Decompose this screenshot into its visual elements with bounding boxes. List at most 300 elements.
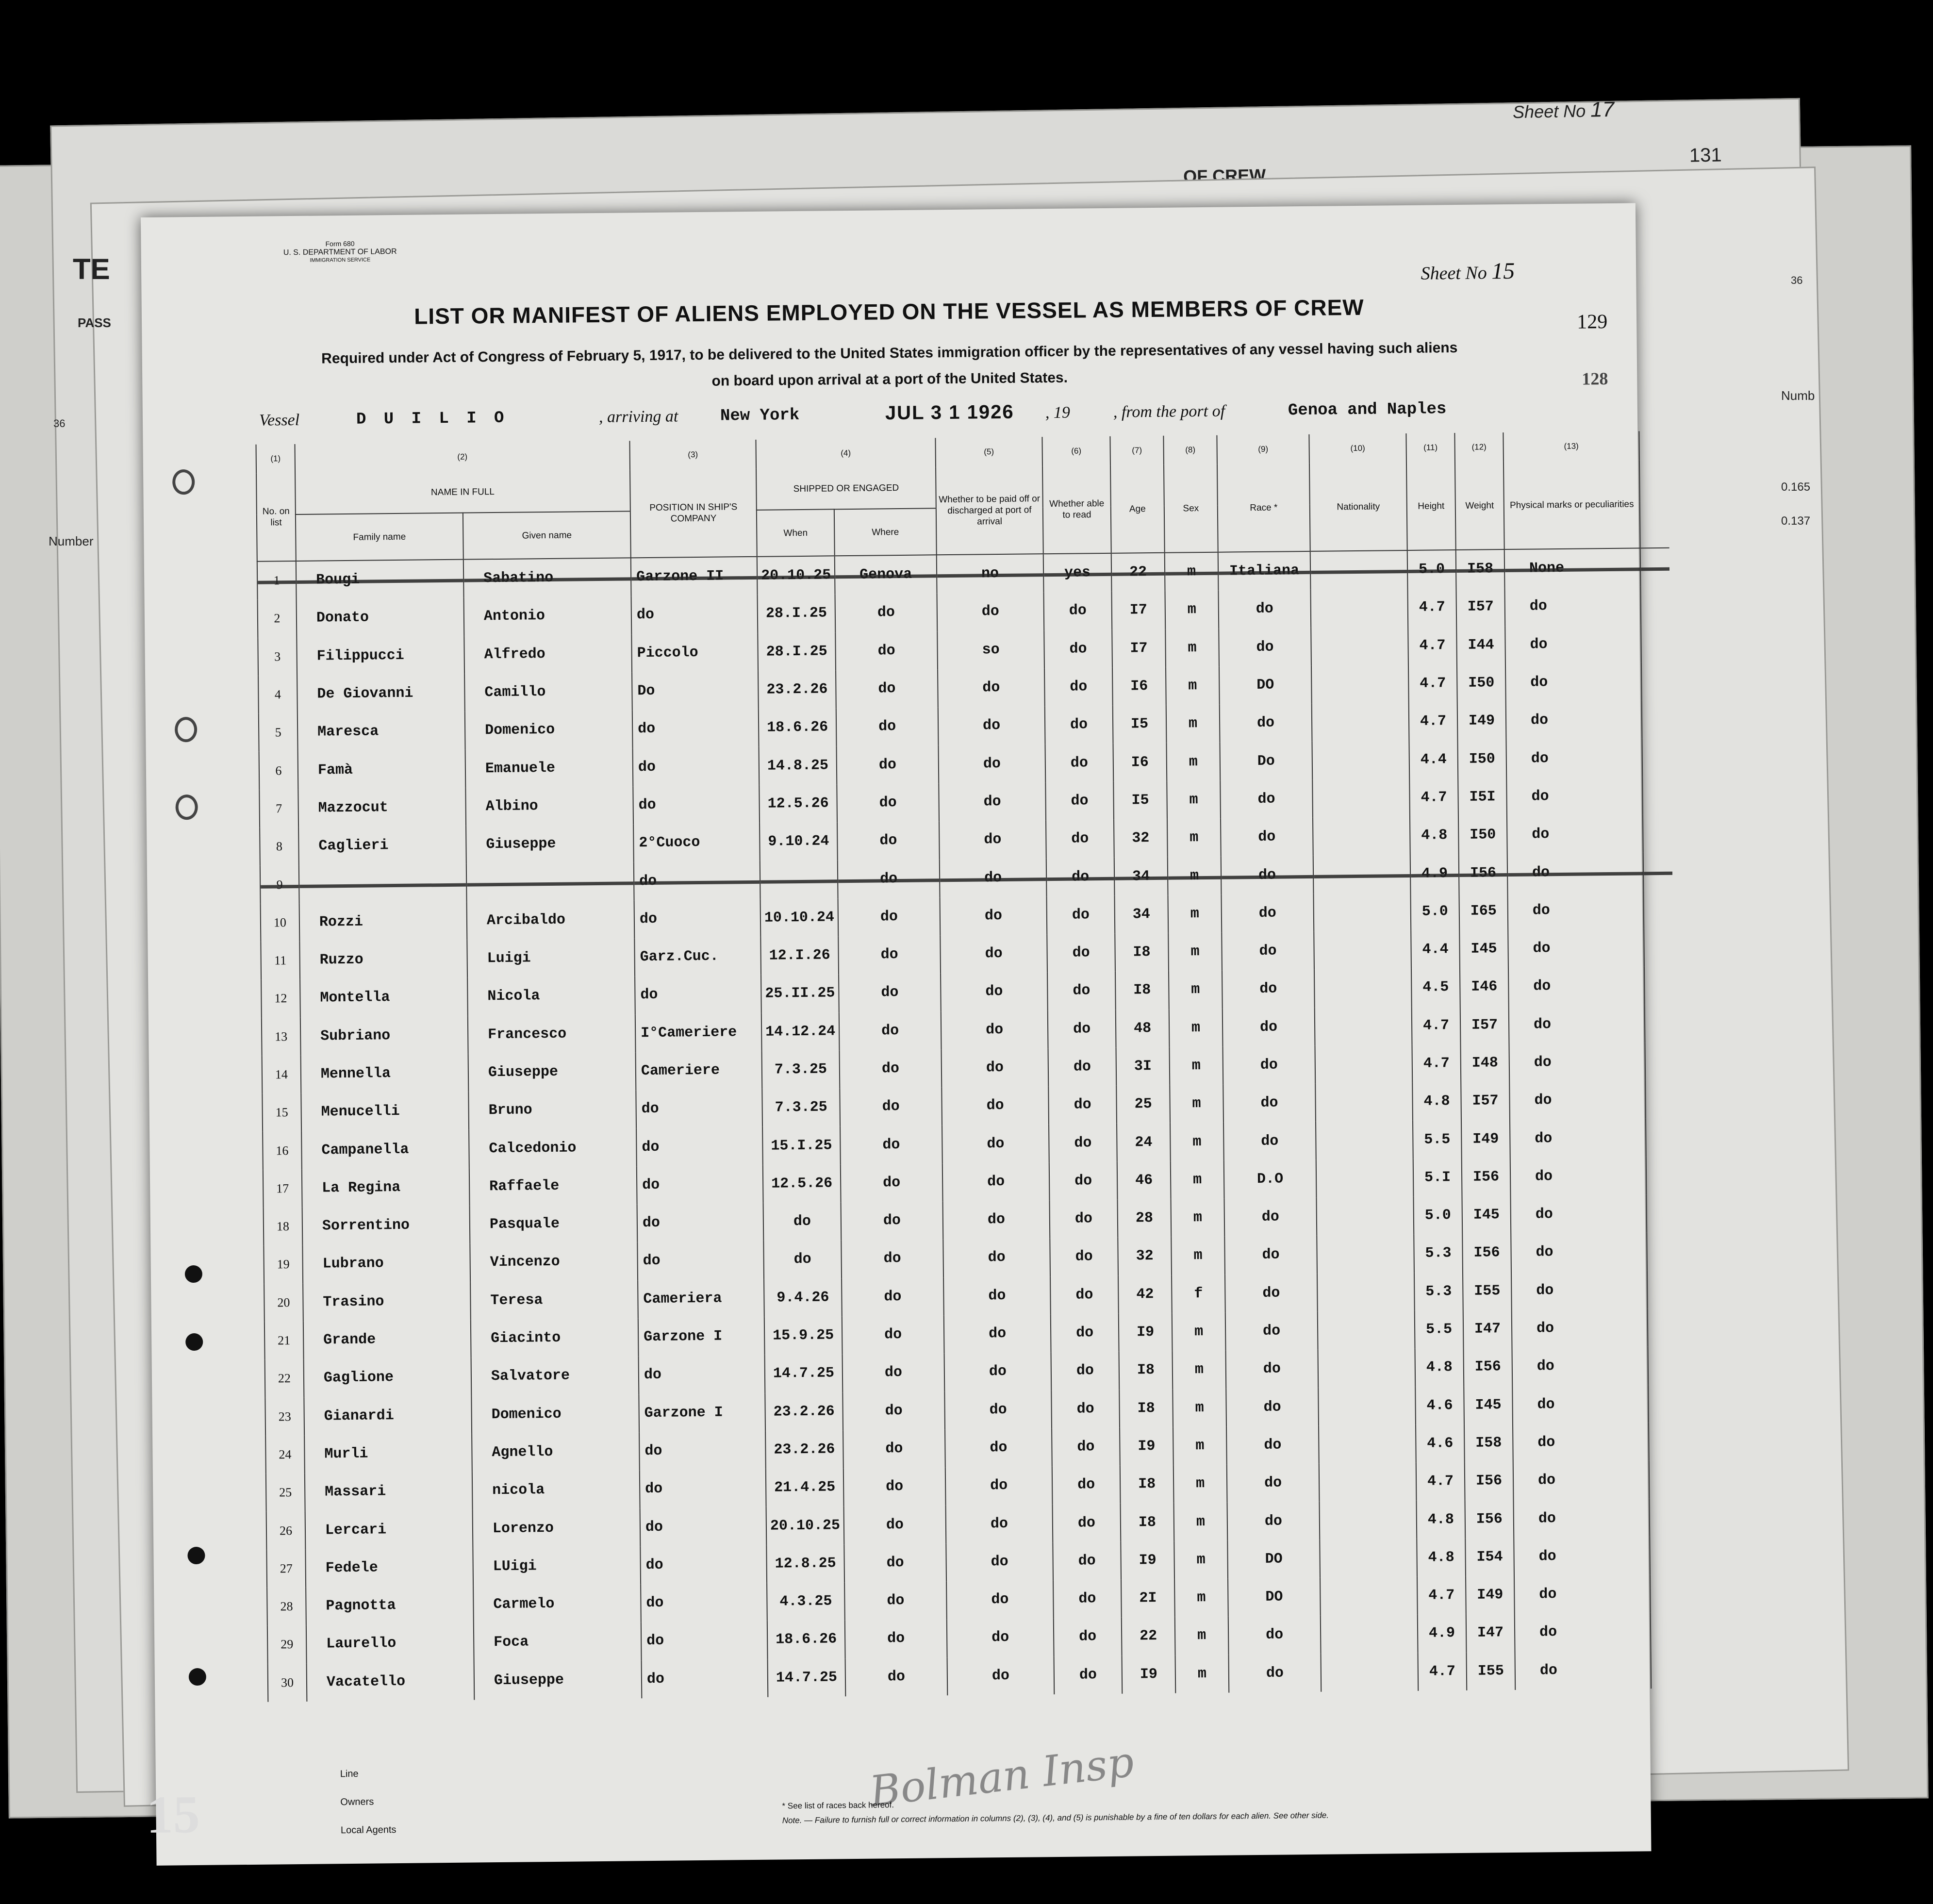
able-to-read-cell: do [1048, 1010, 1116, 1048]
age-cell: 42 [1118, 1275, 1172, 1313]
strike-line [1222, 875, 1313, 879]
given-name-cell: Raffaele [469, 1166, 637, 1206]
spare-cell [1642, 700, 1671, 739]
form-header [267, 239, 413, 265]
when-header: When [757, 509, 835, 557]
weight-cell: I49 [1457, 702, 1506, 740]
spare-cell [1640, 586, 1670, 625]
spare-cell [1650, 1536, 1679, 1574]
position-header: POSITION IN SHIP'S COMPANY [630, 469, 757, 558]
able-to-read-header: Whether able to read [1042, 465, 1111, 554]
line-number-cell: 20 [264, 1284, 303, 1322]
age-header: Age [1110, 465, 1165, 553]
spare-cell [1646, 1156, 1676, 1194]
paid-off-cell [937, 554, 1044, 593]
col-num-2: (2) [295, 441, 630, 473]
paid-off-cell: do [947, 1618, 1054, 1657]
inspector-signature: Bolman Insp [867, 1738, 1137, 1816]
height-cell [1407, 550, 1456, 589]
age-cell: 48 [1116, 1009, 1170, 1047]
position-cell: do [633, 747, 760, 786]
physical-marks-cell: do [1515, 1651, 1652, 1690]
shipped-when-cell: 12.5.26 [763, 1164, 841, 1203]
age-cell: I8 [1121, 1503, 1174, 1541]
spare-cell [1648, 1308, 1677, 1347]
shipped-when-cell: 14.7.25 [768, 1658, 846, 1697]
physical-marks-cell: do [1510, 1157, 1647, 1196]
shipped-when-cell: 14.12.24 [761, 1012, 840, 1051]
height-cell: 4.7 [1416, 1462, 1465, 1501]
strike-line [634, 880, 760, 884]
shipped-when-cell: 28.I.25 [758, 595, 836, 633]
shipped-when-cell: 23.2.26 [765, 1430, 843, 1469]
strike-line [1219, 571, 1310, 575]
shipped-when-cell [757, 556, 835, 595]
shipped-where-cell: do [842, 1277, 944, 1316]
spare-cell [1644, 928, 1673, 967]
height-cell: 5.0 [1413, 1196, 1462, 1235]
back-partial-title: OF CREW [1183, 165, 1266, 186]
punch-ring-3 [175, 795, 198, 820]
age-cell: I9 [1119, 1313, 1173, 1352]
sex-cell: m [1166, 667, 1220, 705]
given-name-cell: Francesco [468, 1014, 636, 1054]
sex-cell: m [1170, 1047, 1223, 1085]
spare-cell [1643, 890, 1673, 928]
race-cell: do [1227, 1464, 1320, 1503]
no-on-list-header: No. on list [256, 473, 296, 562]
line-number-cell: 29 [267, 1625, 307, 1664]
family-name-cell [296, 560, 464, 600]
position-cell: do [631, 595, 758, 634]
weight-cell: I50 [1457, 740, 1506, 778]
shipped-when-cell: 28.I.25 [758, 632, 836, 671]
height-cell: 4.7 [1417, 1576, 1466, 1615]
sex-cell [1165, 552, 1219, 591]
family-name-cell: Lercari [305, 1510, 473, 1550]
strike-line [940, 877, 1046, 882]
paid-off-cell: do [944, 1314, 1051, 1353]
nationality-cell [1320, 1539, 1417, 1578]
race-cell: do [1227, 1502, 1320, 1540]
line-label: Line [340, 1768, 359, 1780]
position-cell: do [641, 1583, 767, 1623]
col-num-8: (8) [1163, 435, 1217, 465]
shipped-where-cell: do [841, 1201, 943, 1240]
nationality-cell [1313, 855, 1411, 894]
shipped-when-cell: 21.4.25 [766, 1468, 844, 1507]
shipped-where-cell [838, 860, 940, 898]
line-number-cell: 7 [259, 790, 298, 828]
race-cell [1221, 856, 1314, 894]
physical-marks-cell: do [1511, 1271, 1648, 1310]
age-cell: 28 [1118, 1199, 1172, 1238]
family-name-cell: Filippucci [297, 636, 464, 676]
weight-cell [1459, 854, 1508, 892]
line-number-cell [260, 865, 299, 904]
nationality-cell [1313, 817, 1410, 856]
strike-line [760, 879, 837, 884]
paid-off-cell [940, 859, 1047, 897]
physical-marks-cell: do [1509, 1043, 1645, 1082]
left-fragment-4: Number [49, 534, 94, 548]
position-cell: I°Cameriere [635, 1013, 762, 1052]
penalty-note: Note. — Failure to furnish full or correct information in columns (2), (3), (4), and (5) is punishable by a fine of ten dollars for each alien. See other side. [782, 1810, 1329, 1825]
shipped-when-cell: 9.10.24 [760, 822, 838, 861]
sex-cell: m [1165, 591, 1219, 629]
paid-off-cell: do [941, 1010, 1048, 1049]
sex-cell: m [1165, 629, 1219, 667]
weight-cell: I58 [1464, 1424, 1513, 1462]
position-cell: do [642, 1659, 768, 1698]
race-cell: D.O [1224, 1160, 1317, 1199]
line-number-cell: 27 [266, 1550, 306, 1588]
col-num-4: (4) [756, 438, 936, 469]
from-port: Genoa and Naples [1288, 400, 1447, 420]
given-name-cell: nicola [472, 1470, 640, 1510]
back-page-number: 131 [1689, 144, 1722, 166]
race-cell: do [1218, 590, 1311, 629]
strike-line [467, 881, 633, 886]
line-number-cell: 26 [266, 1511, 306, 1550]
position-cell: Do [632, 671, 759, 711]
family-name-cell: Vacatello [307, 1662, 475, 1702]
sheet-number: Sheet No 15 [1421, 258, 1515, 284]
owners-label: Owners [340, 1796, 374, 1808]
strike-line [299, 883, 466, 888]
given-name-cell: LUigi [473, 1546, 641, 1586]
weight-cell: I45 [1462, 1196, 1511, 1234]
shipped-when-cell: 18.6.26 [767, 1621, 845, 1659]
paid-off-cell: do [939, 745, 1046, 783]
manifest-rows [257, 548, 1680, 1702]
sex-cell: f [1172, 1275, 1225, 1313]
able-to-read-cell: do [1051, 1314, 1119, 1353]
nationality-cell [1318, 1349, 1416, 1388]
height-cell: 4.9 [1418, 1614, 1467, 1653]
strike-line [631, 576, 757, 580]
given-name-cell: Pasquale [470, 1204, 638, 1244]
age-cell: I5 [1113, 781, 1167, 820]
height-cell: 4.8 [1412, 1082, 1461, 1121]
able-to-read-cell: do [1050, 1238, 1118, 1276]
shipped-where-cell: do [842, 1315, 944, 1354]
spare-cell [1648, 1346, 1677, 1385]
physical-marks-cell: do [1506, 739, 1642, 778]
strike-line [835, 574, 936, 579]
shipped-when-cell: 12.8.25 [766, 1544, 844, 1583]
col-num-1: (1) [256, 444, 296, 474]
shipped-where-cell: do [845, 1620, 947, 1658]
nationality-cell [1315, 1007, 1412, 1045]
arriving-label: , arriving at [598, 407, 678, 426]
family-name-cell [299, 864, 467, 904]
nationality-cell [1312, 741, 1409, 779]
nationality-cell [1311, 627, 1408, 666]
able-to-read-cell: do [1050, 1200, 1118, 1239]
paid-off-cell: so [937, 630, 1044, 669]
spare-cell [1650, 1574, 1680, 1613]
shipped-where-cell: do [837, 783, 939, 822]
height-cell: 4.4 [1411, 930, 1460, 969]
sex-cell [1168, 857, 1222, 895]
shipped-where-cell: do [843, 1429, 945, 1468]
height-cell: 5.5 [1413, 1120, 1462, 1159]
sex-cell: m [1174, 1503, 1228, 1541]
age-cell: I8 [1115, 933, 1169, 972]
weight-cell: I44 [1456, 626, 1505, 664]
weight-cell: I50 [1457, 664, 1506, 702]
paid-off-cell: do [942, 1048, 1049, 1087]
sex-cell: m [1168, 933, 1222, 971]
physical-marks-cell [1507, 853, 1644, 892]
strike-line [1115, 876, 1167, 880]
family-name-cell: La Regina [302, 1168, 470, 1208]
strike-line [1641, 567, 1669, 571]
strike-line [937, 573, 1043, 578]
strike-line [758, 575, 834, 579]
arriving-port: New York [720, 406, 800, 426]
race-cell [1218, 551, 1311, 591]
race-cell: do [1226, 1350, 1319, 1389]
weight-header: Weight [1455, 462, 1504, 550]
able-to-read-cell: do [1050, 1275, 1119, 1314]
weight-cell: I57 [1461, 1082, 1510, 1120]
race-header: Race * [1217, 464, 1310, 552]
race-cell: do [1223, 1084, 1316, 1123]
col-num-10: (10) [1309, 433, 1406, 464]
shipped-where-cell: do [841, 1163, 943, 1202]
able-to-read-cell: do [1052, 1428, 1120, 1467]
physical-marks-cell: do [1509, 1005, 1645, 1044]
shipped-where-cell: do [839, 1011, 942, 1050]
shipped-where-cell: do [844, 1506, 946, 1544]
strike-line [1112, 572, 1164, 576]
shipped-where-cell: do [843, 1467, 946, 1506]
position-cell: do [634, 899, 761, 938]
line-number-cell: 19 [264, 1245, 303, 1284]
height-cell: 4.7 [1409, 702, 1458, 741]
sex-cell: m [1170, 1123, 1224, 1161]
able-to-read-cell: do [1045, 782, 1114, 821]
strike-line [1314, 874, 1410, 878]
sex-cell: m [1170, 1085, 1223, 1123]
left-fragment-3: 36 [53, 417, 66, 430]
given-name-cell: Carmelo [473, 1584, 641, 1624]
spare-cell [1644, 966, 1674, 1005]
line-number-cell: 25 [266, 1474, 305, 1512]
family-name-cell: Sorrentino [302, 1206, 470, 1246]
strike-line [1168, 876, 1221, 879]
race-cell: do [1223, 1122, 1316, 1160]
family-name-cell: Mennella [301, 1054, 469, 1093]
age-cell: I8 [1119, 1351, 1173, 1390]
family-name-cell: Trasino [303, 1282, 471, 1322]
given-name-cell: Domenico [471, 1394, 639, 1434]
given-name-cell [463, 558, 631, 598]
paid-off-cell: do [943, 1276, 1051, 1315]
spare-cell [1649, 1460, 1679, 1499]
shipped-where-cell: do [835, 631, 938, 670]
form-mark: Form 680 [325, 239, 355, 248]
race-cell: do [1223, 1008, 1315, 1046]
given-name-cell: Teresa [470, 1280, 638, 1320]
spare-cell [1642, 777, 1672, 815]
sex-cell: m [1168, 894, 1222, 933]
race-cell: do [1220, 780, 1313, 819]
nationality-cell [1318, 1387, 1416, 1425]
family-name-cell: Pagnotta [306, 1586, 474, 1626]
able-to-read-cell [1043, 553, 1112, 593]
marks-header: Physical marks or peculiarities [1503, 460, 1640, 549]
punch-ring-2 [175, 717, 197, 742]
position-cell: do [640, 1545, 767, 1584]
nationality-cell [1321, 1653, 1419, 1691]
shipped-where-cell: do [840, 1126, 942, 1164]
position-cell: do [636, 1089, 762, 1128]
line-number-cell [257, 561, 297, 600]
sex-cell: m [1175, 1655, 1229, 1693]
shipped-header: SHIPPED OR ENGAGED [756, 467, 936, 510]
given-name-cell: Camillo [464, 672, 632, 712]
shipped-when-cell: 7.3.25 [762, 1088, 840, 1127]
family-name-header: Family name [296, 513, 463, 561]
race-cell: DO [1228, 1578, 1321, 1617]
paid-off-cell: do [938, 668, 1045, 707]
position-cell: do [640, 1507, 767, 1546]
right-fragment-1: 36 [1791, 274, 1803, 286]
able-to-read-cell: do [1048, 1086, 1117, 1125]
strike-line [1508, 872, 1643, 877]
paid-off-cell: do [946, 1542, 1053, 1581]
able-to-read-cell: do [1044, 668, 1113, 707]
race-cell: do [1221, 894, 1314, 933]
line-number-cell: 23 [265, 1397, 304, 1436]
weight-cell: I56 [1463, 1348, 1512, 1386]
nationality-cell [1312, 779, 1410, 818]
sex-cell: m [1167, 780, 1221, 819]
able-to-read-cell: do [1049, 1162, 1118, 1201]
spare-cell [1643, 814, 1672, 853]
paid-off-cell: do [945, 1428, 1052, 1467]
given-name-cell: Foca [474, 1623, 642, 1662]
family-name-cell: Gaglione [304, 1358, 472, 1398]
given-name-cell: Giuseppe [468, 1052, 636, 1092]
race-cell: Do [1220, 742, 1312, 780]
position-cell: do [637, 1241, 764, 1280]
able-to-read-cell: do [1054, 1656, 1123, 1694]
line-number-cell: 16 [263, 1131, 302, 1170]
family-name-cell: Menucelli [301, 1092, 469, 1132]
sex-cell: m [1169, 1009, 1223, 1047]
col-num-11: (11) [1406, 433, 1455, 463]
nationality-cell [1311, 665, 1409, 704]
able-to-read-cell: do [1047, 934, 1115, 973]
shipped-where-cell: do [844, 1581, 947, 1620]
family-name-cell: Rozzi [299, 902, 467, 942]
shipped-when-cell: 15.9.25 [764, 1316, 843, 1355]
sex-cell: m [1171, 1237, 1225, 1275]
family-name-cell: Grande [303, 1320, 471, 1360]
line-number-cell: 11 [261, 942, 300, 980]
weight-cell [1456, 549, 1505, 588]
weight-cell: I56 [1462, 1234, 1511, 1272]
position-cell: do [636, 1127, 763, 1166]
sex-cell: m [1169, 971, 1223, 1009]
able-to-read-cell: do [1053, 1580, 1122, 1619]
given-name-cell: Salvatore [471, 1356, 639, 1396]
strike-line [1311, 570, 1407, 574]
line-number-cell: 3 [258, 638, 297, 676]
able-to-read-cell: do [1053, 1541, 1121, 1580]
col-num-13: (13) [1503, 431, 1639, 462]
age-cell: I8 [1119, 1389, 1173, 1427]
nationality-cell [1319, 1463, 1417, 1502]
nationality-cell [1317, 1197, 1414, 1236]
from-label: , from the port of [1113, 402, 1225, 421]
family-name-cell: Massari [305, 1472, 473, 1512]
weight-cell: I50 [1458, 816, 1507, 854]
line-number-cell: 10 [261, 904, 300, 942]
shipped-when-cell: 14.7.25 [765, 1354, 843, 1393]
col-num-9: (9) [1217, 434, 1309, 464]
able-to-read-cell: do [1047, 895, 1115, 934]
family-name-cell: Maresca [297, 712, 465, 752]
left-fragment-2: PASS [78, 315, 111, 330]
position-cell: Cameriere [636, 1051, 762, 1091]
weight-cell: I47 [1466, 1614, 1515, 1652]
physical-marks-cell: do [1509, 1080, 1646, 1120]
spare-cell [1642, 738, 1671, 777]
position-cell: do [632, 709, 759, 748]
punch-hole-1 [185, 1265, 202, 1283]
age-cell: I9 [1120, 1427, 1173, 1466]
spare-cell [1649, 1498, 1679, 1537]
given-name-cell: Lorenzo [473, 1508, 641, 1548]
line-number-cell: 8 [260, 828, 299, 866]
position-cell: do [635, 975, 761, 1014]
right-fragment-2: Numb [1781, 388, 1815, 403]
spare-cell [1649, 1423, 1678, 1461]
height-cell: 5.I [1413, 1159, 1462, 1197]
manifest-sheet [141, 203, 1651, 1865]
position-cell: do [633, 785, 760, 825]
nationality-cell [1320, 1577, 1418, 1616]
paid-off-cell: do [939, 782, 1046, 821]
age-cell: 2I [1121, 1579, 1175, 1618]
col-num-3: (3) [629, 440, 756, 470]
age-cell: 24 [1117, 1123, 1171, 1161]
shipped-where-cell: do [845, 1657, 948, 1696]
shipped-when-cell: 10.10.24 [760, 898, 839, 937]
able-to-read-cell [1046, 858, 1115, 896]
race-cell: do [1226, 1388, 1319, 1426]
shipped-when-cell: 12.I.26 [760, 936, 839, 975]
position-cell: do [639, 1355, 765, 1394]
sex-cell: m [1173, 1389, 1226, 1427]
shipped-where-cell: do [843, 1353, 945, 1392]
sex-cell: m [1167, 819, 1221, 857]
weight-cell: I57 [1460, 1006, 1509, 1044]
spare-cell [1647, 1270, 1677, 1308]
agents-label: Local Agents [340, 1824, 397, 1836]
spare-cell [1647, 1232, 1676, 1271]
nationality-cell [1312, 703, 1409, 742]
paid-off-cell: do [944, 1391, 1052, 1429]
able-to-read-cell: do [1053, 1504, 1121, 1542]
position-cell: 2°Cuoco [633, 823, 760, 862]
line-number-cell: 28 [267, 1588, 306, 1626]
